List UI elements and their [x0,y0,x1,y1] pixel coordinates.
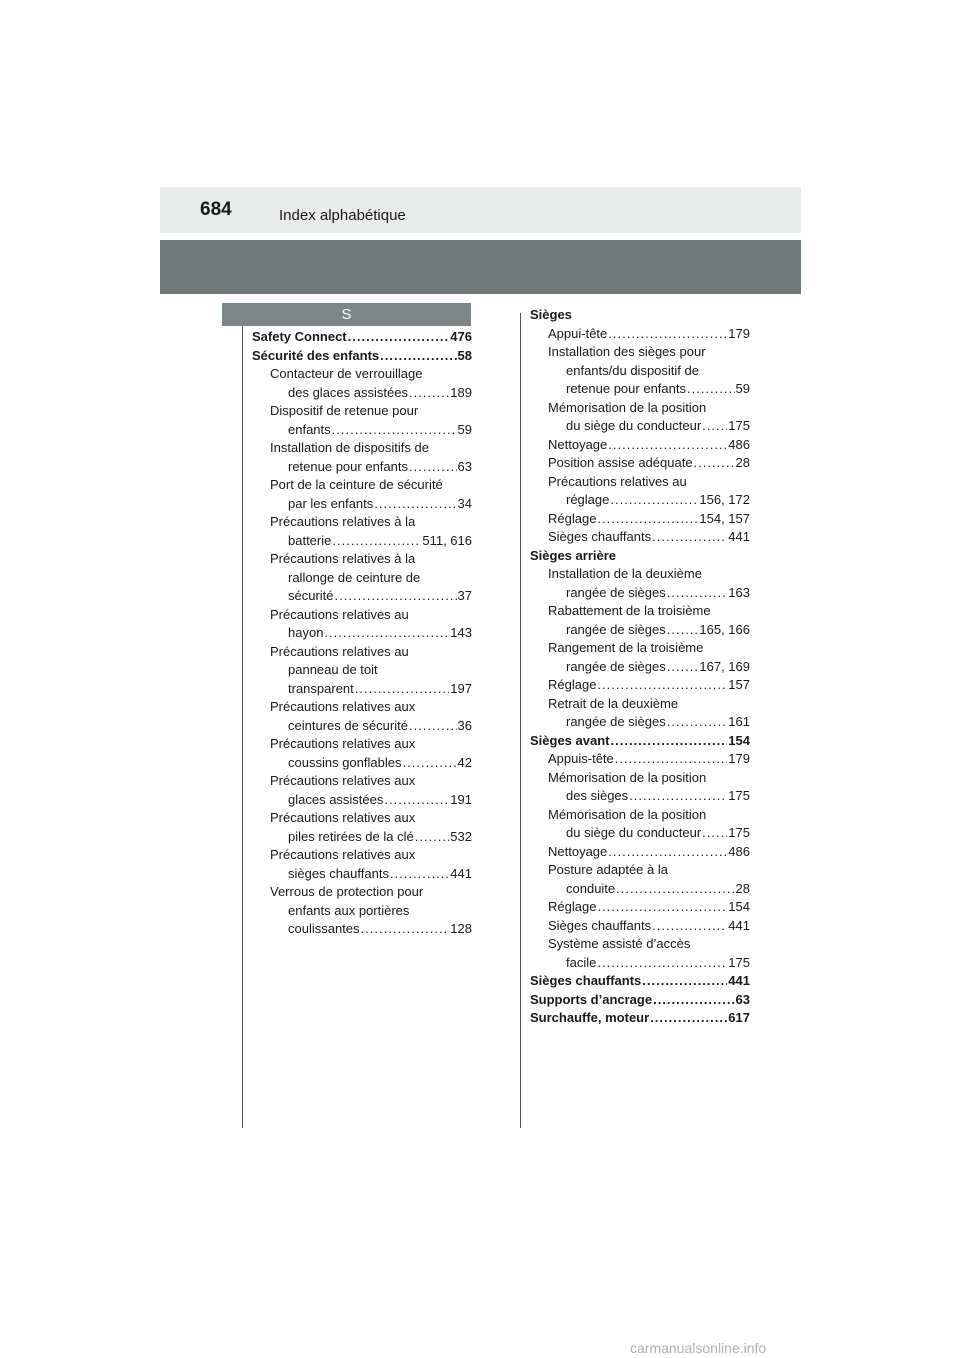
index-entry-page: 63 [457,458,472,474]
index-entry [252,865,472,884]
index-entry-text: Sièges arrière [530,547,617,563]
index-entry [252,347,472,366]
leader-dots [611,732,728,751]
index-entry [530,806,750,825]
leader-dots [667,713,728,732]
index-entry [530,917,750,936]
index-entry-text: Réglage [548,677,597,692]
index-entry-text: glaces assistées [288,791,384,807]
index-entry-page: 28 [735,880,750,896]
index-entry-text: Mémorisation de la position [548,806,707,822]
index-entry-text: Nettoyage [548,436,608,452]
index-entry-text: coulissantes [288,921,360,936]
index-entry [530,639,750,658]
index-entry [530,306,750,325]
index-entry-text: des sièges [566,788,629,803]
index-entry [252,643,472,662]
index-entry [530,325,750,344]
index-entry-text: Système assisté d’accès [548,936,691,951]
leader-dots [610,491,698,510]
index-entry [252,587,472,606]
leader-dots [415,828,450,847]
section-title: Index alphabétique [279,207,406,224]
leader-dots [694,454,735,473]
index-entry-text: enfants/du dispositif de [566,362,699,378]
index-entry-text: Retrait de la deuxième [548,695,679,711]
index-entry [252,698,472,717]
leader-dots [348,328,450,347]
leader-dots [652,917,727,936]
index-entry-page: 189 [450,384,472,400]
leader-dots [597,898,727,917]
index-entry [530,473,750,492]
leader-dots [702,824,727,843]
index-entry-page: 175 [728,954,750,970]
index-entry [530,621,750,640]
index-entry-page: 179 [728,325,750,341]
index-entry-page: 59 [457,421,472,437]
column-divider-left [242,313,243,1128]
index-entry [530,972,750,991]
leader-dots [597,510,698,529]
index-entry-text: enfants aux portières [288,902,410,918]
index-entry-page: 441 [728,529,750,544]
index-entry-text: Réglage [548,899,597,914]
index-entry-text: Sièges chauffants [548,529,652,544]
index-entry-text: Verrous de protection pour [270,884,424,899]
index-entry [530,584,750,603]
index-entry [252,754,472,773]
index-entry-page: 486 [728,436,750,452]
index-entry-text: Précautions relatives au [548,473,687,489]
index-entry [530,713,750,732]
column-divider-right [520,313,521,1128]
index-entry-page: 486 [728,843,750,859]
index-entry [252,809,472,828]
index-entry [530,362,750,381]
index-entry-text: Sièges [530,307,572,322]
index-entry-page: 128 [450,921,472,936]
index-entry-text: Précautions relatives aux [270,699,416,714]
index-entry-text: par les enfants [288,495,374,511]
index-entry-page: 161 [728,714,750,729]
leader-dots [597,676,727,695]
index-entry-text: sécurité [288,588,334,603]
index-entry-text: conduite [566,880,616,896]
leader-dots [361,920,450,939]
index-entry [530,602,750,621]
index-entry [530,510,750,529]
leader-dots [653,991,734,1010]
index-entry-text: Sièges chauffants [530,973,642,988]
index-entry-page: 175 [728,788,750,803]
leader-dots [409,458,457,477]
index-entry-page: 154 [728,899,750,914]
index-entry-text: Précautions relatives aux [270,736,416,751]
index-entry-page: 154 [728,732,750,748]
index-entry-text: coussins gonflables [288,754,402,770]
index-entry-text: Installation de la deuxième [548,566,702,581]
index-entry-text: Précautions relatives au [270,606,409,622]
index-entry-text: piles retirées de la clé [288,828,414,844]
index-entry-page: 617 [728,1010,750,1025]
index-entry-text: Surchauffe, moteur [530,1010,650,1025]
leader-dots [608,436,727,455]
index-entry [530,399,750,418]
leader-dots [332,421,457,440]
index-entry [252,495,472,514]
leader-dots [650,1009,727,1028]
index-entry-page: 58 [457,347,472,363]
index-entry [530,769,750,788]
index-entry-page: 165, 166 [699,621,750,637]
leader-dots [597,954,727,973]
index-entry-text: retenue pour enfants [288,458,408,474]
leader-dots [615,750,728,769]
index-entry [252,421,472,440]
leader-dots [667,584,728,603]
index-entry [530,343,750,362]
index-entry [530,695,750,714]
index-entry [252,846,472,865]
leader-dots [380,347,456,366]
index-entry-page: 511, 616 [422,532,472,548]
index-entry-text: enfants [288,421,331,437]
index-entry [530,658,750,677]
index-entry-text: rallonge de ceinture de [288,569,421,585]
index-entry [252,513,472,532]
index-entry-text: Rangement de la troisième [548,640,704,655]
index-entry [252,384,472,403]
index-entry [530,750,750,769]
leader-dots [335,587,457,606]
index-entry-page: 175 [728,825,750,840]
index-entry-text: Précautions relatives au [270,643,409,659]
index-entry-text: ceintures de sécurité [288,717,408,733]
leader-dots [384,791,449,810]
index-entry [252,902,472,921]
index-entry-page: 28 [735,455,750,470]
index-column-right [530,306,750,1028]
index-entry-text: Nettoyage [548,843,608,859]
index-entry-text: Appui-tête [548,325,608,341]
index-entry-text: Contacteur de verrouillage [270,366,423,381]
index-entry [252,328,472,347]
index-entry [530,380,750,399]
index-entry-page: 441 [728,973,750,988]
header-bar [160,187,801,233]
leader-dots [390,865,449,884]
index-entry [252,735,472,754]
index-entry [530,880,750,899]
index-entry-page: 157 [728,677,750,692]
index-entry [252,402,472,421]
index-entry [530,1009,750,1028]
index-entry [530,991,750,1010]
index-entry-page: 191 [450,791,472,807]
index-entry [530,454,750,473]
leader-dots [629,787,727,806]
decorative-band [160,240,801,294]
index-entry-text: Installation de dispositifs de [270,440,429,455]
leader-dots [409,717,457,736]
index-entry [252,476,472,495]
index-entry-page: 179 [728,751,750,766]
index-entry-text: Mémorisation de la position [548,399,707,415]
index-entry-page: 167, 169 [699,658,750,674]
index-entry-page: 63 [735,991,750,1007]
leader-dots [324,624,449,643]
index-entry [252,439,472,458]
leader-dots [642,972,727,991]
index-entry-text: réglage [566,492,610,507]
index-entry-page: 163 [728,584,750,600]
index-entry [252,828,472,847]
index-entry [530,528,750,547]
index-entry-text: Précautions relatives aux [270,810,416,825]
index-entry [530,547,750,566]
index-entry-page: 59 [735,381,750,396]
index-entry [252,791,472,810]
index-entry [252,569,472,588]
index-entry [252,365,472,384]
index-entry-text: rangée de sièges [566,621,666,637]
index-entry [530,787,750,806]
index-entry-text: Installation des sièges pour [548,344,706,359]
index-entry-text: Précautions relatives aux [270,847,416,862]
index-entry [252,920,472,939]
leader-dots [652,528,727,547]
index-entry-text: sièges chauffants [288,865,389,881]
index-entry [252,532,472,551]
index-entry [252,680,472,699]
index-entry [252,661,472,680]
index-entry [530,954,750,973]
index-entry [530,861,750,880]
index-entry [530,676,750,695]
leader-dots [687,380,735,399]
index-entry-page: 42 [457,754,472,770]
index-entry-text: des glaces assistées [288,384,408,400]
index-entry-text: rangée de sièges [566,714,666,729]
index-entry [252,550,472,569]
index-entry [252,883,472,902]
index-entry-text: Sièges avant [530,732,610,748]
index-entry-text: Précautions relatives aux [270,773,416,788]
index-entry [252,772,472,791]
index-entry [530,732,750,751]
index-entry [530,565,750,584]
index-entry-text: du siège du conducteur [566,418,702,433]
index-entry-text: Posture adaptée à la [548,862,668,877]
index-entry-text: panneau de toit [288,662,378,677]
index-entry-text: retenue pour enfants [566,381,686,396]
index-entry-text: rangée de sièges [566,658,666,674]
index-entry [530,417,750,436]
index-entry-text: du siège du conducteur [566,825,702,840]
index-entry-text: Sécurité des enfants [252,347,380,363]
index-entry [252,624,472,643]
index-entry-page: 143 [450,625,472,640]
leader-dots [402,754,456,773]
leader-dots [608,843,727,862]
leader-dots [616,880,734,899]
index-entry [530,436,750,455]
index-entry-page: 476 [450,329,472,344]
index-entry-text: Sièges chauffants [548,917,652,933]
index-entry-text: Réglage [548,510,597,526]
index-column-left [252,328,472,939]
watermark: carmanualsonline.info [630,1340,767,1356]
index-entry-text: Supports d’ancrage [530,991,653,1007]
index-entry [252,717,472,736]
index-entry-page: 175 [728,418,750,433]
leader-dots [667,658,699,677]
index-letter-heading: S [222,303,471,326]
index-entry [530,935,750,954]
leader-dots [608,325,727,344]
leader-dots [332,532,421,551]
index-entry [530,898,750,917]
index-entry-text: Précautions relatives à la [270,551,416,566]
index-entry [530,824,750,843]
index-entry-text: Dispositif de retenue pour [270,403,419,418]
index-entry [252,458,472,477]
index-entry-page: 36 [457,717,472,733]
index-entry-text: Rabattement de la troisième [548,603,711,618]
index-entry-page: 441 [728,917,750,933]
index-entry-text: batterie [288,532,332,548]
leader-dots [374,495,456,514]
index-entry-text: Position assise adéquate [548,455,693,470]
page-number: 684 [200,199,232,220]
index-entry-page: 197 [450,680,472,696]
index-entry-text: hayon [288,625,324,640]
index-entry-text: Safety Connect [252,329,347,344]
index-entry-text: Appuis-tête [548,751,614,766]
leader-dots [667,621,699,640]
index-entry [530,843,750,862]
leader-dots [355,680,450,699]
index-entry [530,491,750,510]
index-entry-text: transparent [288,680,354,696]
index-entry-text: Précautions relatives à la [270,514,416,529]
leader-dots [702,417,727,436]
index-entry-page: 156, 172 [699,492,750,507]
index-entry-page: 532 [450,828,472,844]
index-entry-page: 441 [450,865,472,881]
index-entry-page: 34 [457,495,472,511]
index-entry-page: 154, 157 [699,510,750,526]
index-entry-text: facile [566,954,597,970]
index-entry-text: Port de la ceinture de sécurité [270,477,443,492]
index-entry-text: rangée de sièges [566,584,666,600]
index-entry-text: Mémorisation de la position [548,769,707,785]
leader-dots [409,384,449,403]
index-entry [252,606,472,625]
index-entry-page: 37 [457,588,472,603]
